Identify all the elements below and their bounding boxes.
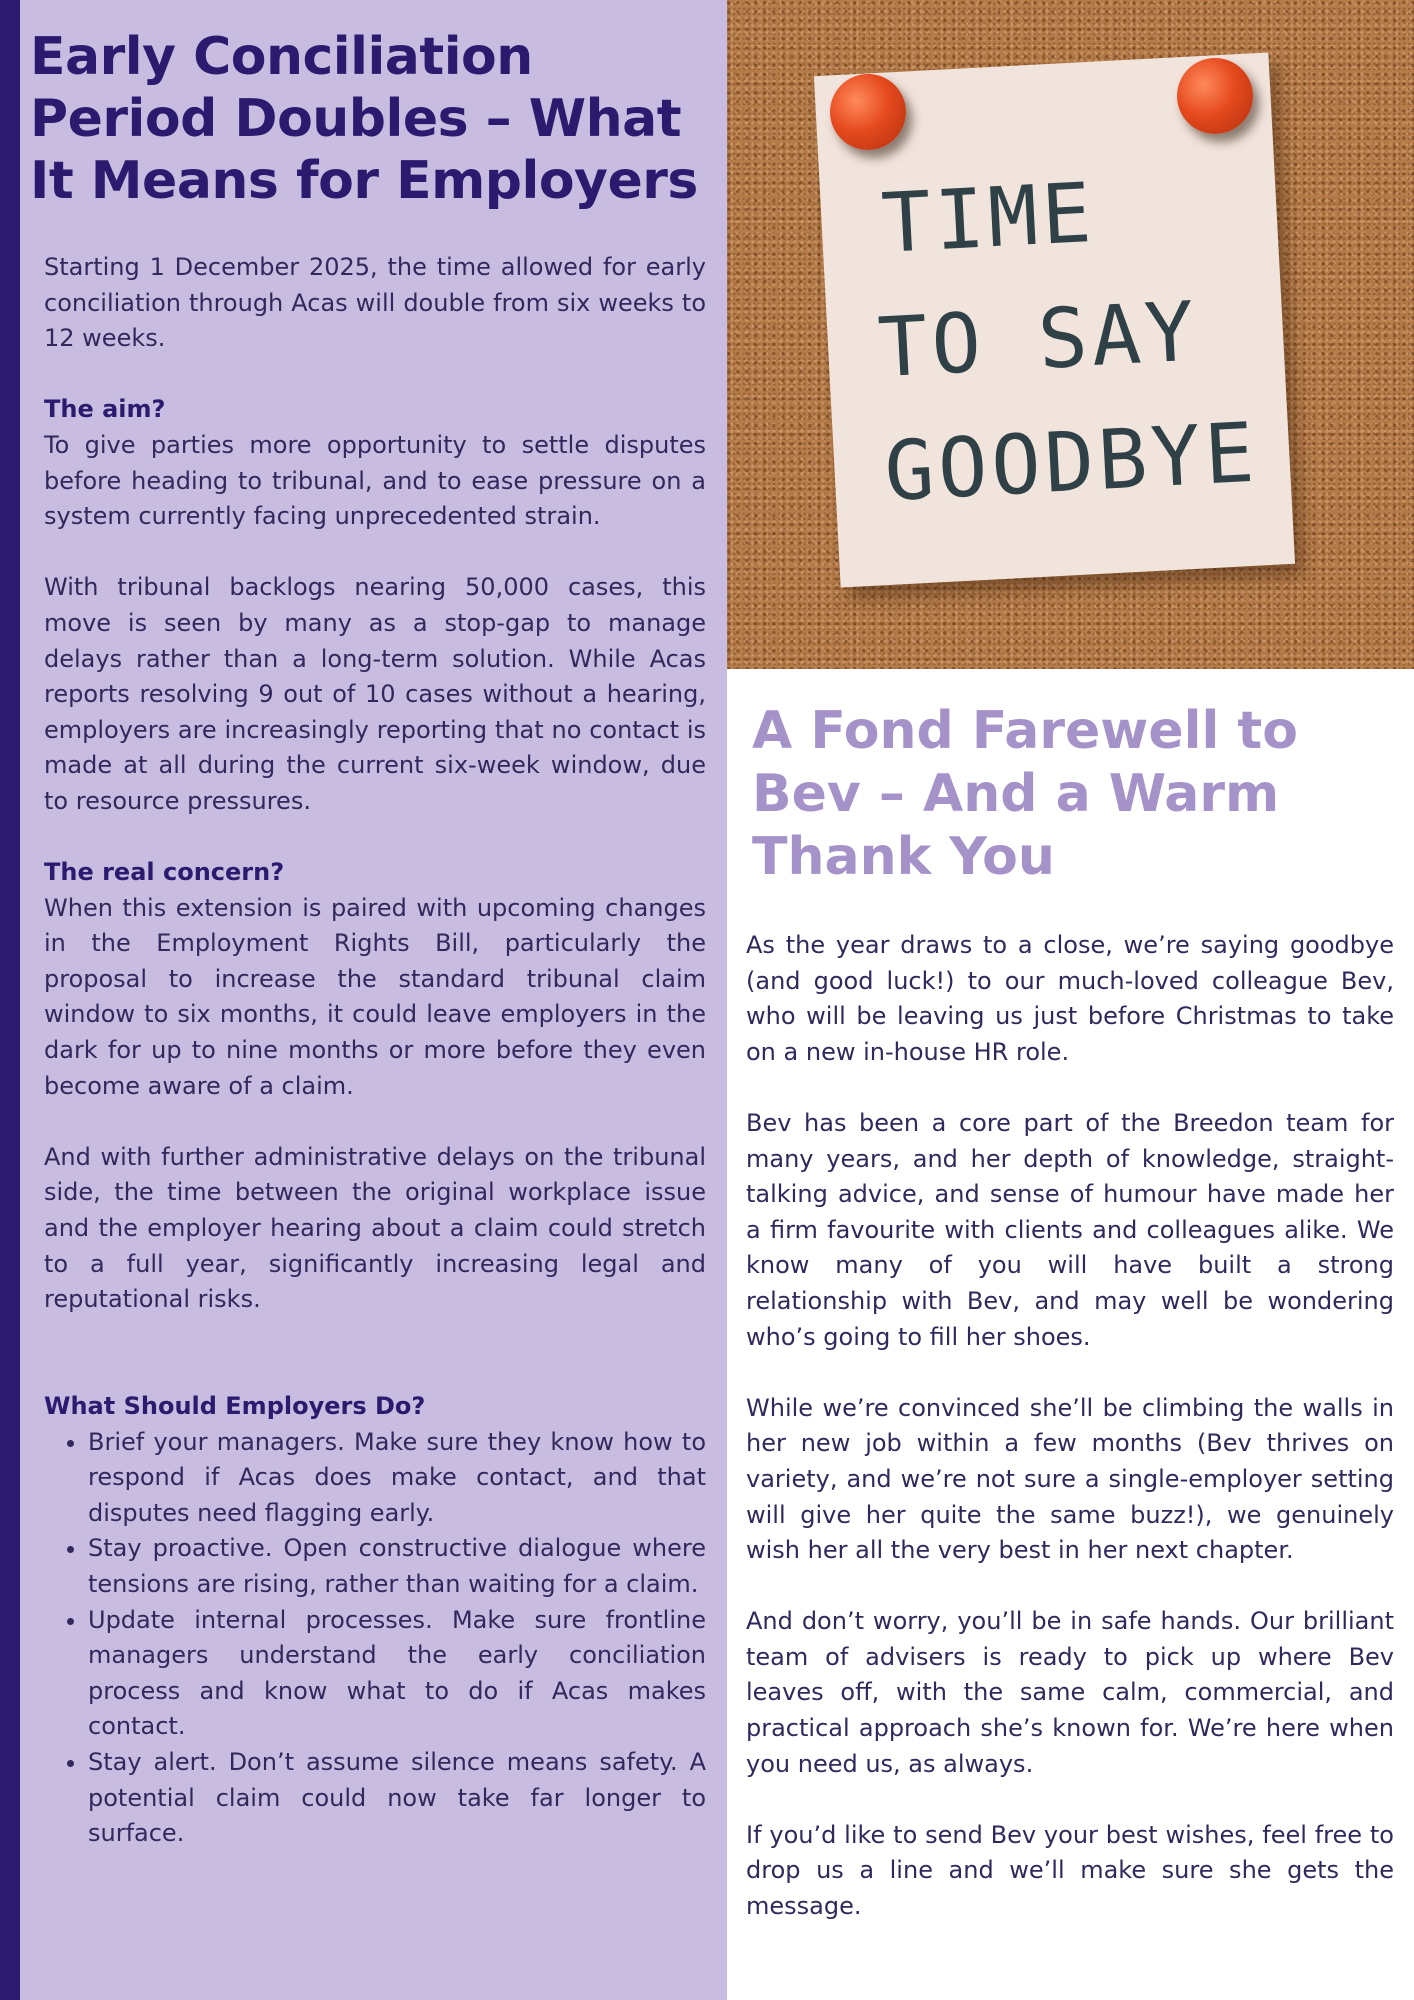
- sticky-note-text: [869, 143, 1288, 535]
- farewell-paragraph: While we’re convinced she’ll be climbing the walls in her new job within a few months (Bev thrives on variety, and we’re not sure a single-employer setting will give her quite the same buzz!), we genuinely wish her all the very best in her next chapter.: [746, 1393, 1394, 1565]
- farewell-paragraph: As the year draws to a close, we’re saying goodbye (and good luck!) to our much-loved colleague Bev, who will be leaving us just before Christmas to take on a new in-house HR role.: [746, 931, 1394, 1066]
- concern-paragraph: When this extension is paired with upcoming changes in the Employment Rights Bill, particularly the proposal to increase the standard tribunal claim window to six months, it could leave employers in the dark for up to nine months or more before they even become aware of a claim.: [44, 893, 706, 1100]
- pushpin-icon: [1177, 58, 1253, 134]
- intro-paragraph: Starting 1 December 2025, the time allowed for early conciliation through Acas will double from six weeks to 12 weeks.: [44, 253, 706, 353]
- concern-heading: The real concern?: [44, 858, 285, 887]
- conciliation-article-body: [44, 250, 706, 1852]
- corkboard-photo: [727, 0, 1414, 669]
- actions-heading: What Should Employers Do?: [44, 1392, 426, 1420]
- farewell-paragraph: Bev has been a core part of the Breedon team for many years, and her depth of knowledge, straight-talking advice, and sense of humour have made her a firm favourite with clients and colleagues alike. We know many of you will have built a strong relationship with Bev, and may well be wondering who’s going to fill her shoes.: [746, 1108, 1394, 1351]
- list-item: • Stay alert. Don’t assume silence means safety. A potential claim could now take far longer to surface.: [88, 1745, 706, 1852]
- list-item: • Update internal processes. Make sure frontline managers understand the early conciliation process and know what to do if Acas makes contact.: [88, 1603, 706, 1745]
- farewell-article-title: A Fond Farewell to Bev – And a Warm Thank You: [752, 701, 1298, 887]
- actions-list: [44, 1425, 706, 1852]
- backlog-paragraph: With tribunal backlogs nearing 50,000 cases, this move is seen by many as a stop-gap to manage delays rather than a long-term solution. While Acas reports resolving 9 out of 10 cases without a hearing, employers are increasingly reporting that no contact is made at all during the current six-week window, due to resource pressures.: [44, 573, 706, 815]
- aim-paragraph: To give parties more opportunity to settle disputes before heading to tribunal, and to ease pressure on a system currently facing unprecedented strain.: [44, 430, 706, 531]
- delays-paragraph: And with further administrative delays on the tribunal side, the time between the original workplace issue and the employer hearing about a claim could stretch to a full year, significantly increasing legal and reputational risks.: [44, 1142, 706, 1314]
- left-accent-bar: [0, 0, 20, 2000]
- spacer: [44, 1353, 706, 1389]
- note-line-to-say: TO SAY: [875, 284, 1201, 397]
- farewell-article-body: [746, 928, 1394, 1960]
- list-item: • Brief your managers. Make sure they know how to respond if Acas does make contact, and that disputes need flagging early.: [88, 1425, 706, 1532]
- farewell-paragraph: And don’t worry, you’ll be in safe hands. Our brilliant team of advisers is ready to pick up where Bev leaves off, with the same calm, commercial, and practical approach she’s known for. We’re here when you need us, as always.: [746, 1607, 1394, 1778]
- note-line-goodbye: GOODBYE: [882, 405, 1261, 521]
- pushpin-icon: [830, 74, 906, 150]
- conciliation-article: [20, 0, 727, 2000]
- farewell-paragraph: If you’d like to send Bev your best wishes, feel free to drop us a line and we’ll make sure she gets the message.: [746, 1820, 1394, 1921]
- list-item: • Stay proactive. Open constructive dialogue where tensions are rising, rather than waiting for a claim.: [88, 1531, 706, 1602]
- aim-heading: The aim?: [44, 395, 166, 424]
- conciliation-article-title: Early Conciliation Period Doubles – What It Means for Employers: [30, 27, 698, 211]
- note-line-time: TIME: [879, 165, 1098, 272]
